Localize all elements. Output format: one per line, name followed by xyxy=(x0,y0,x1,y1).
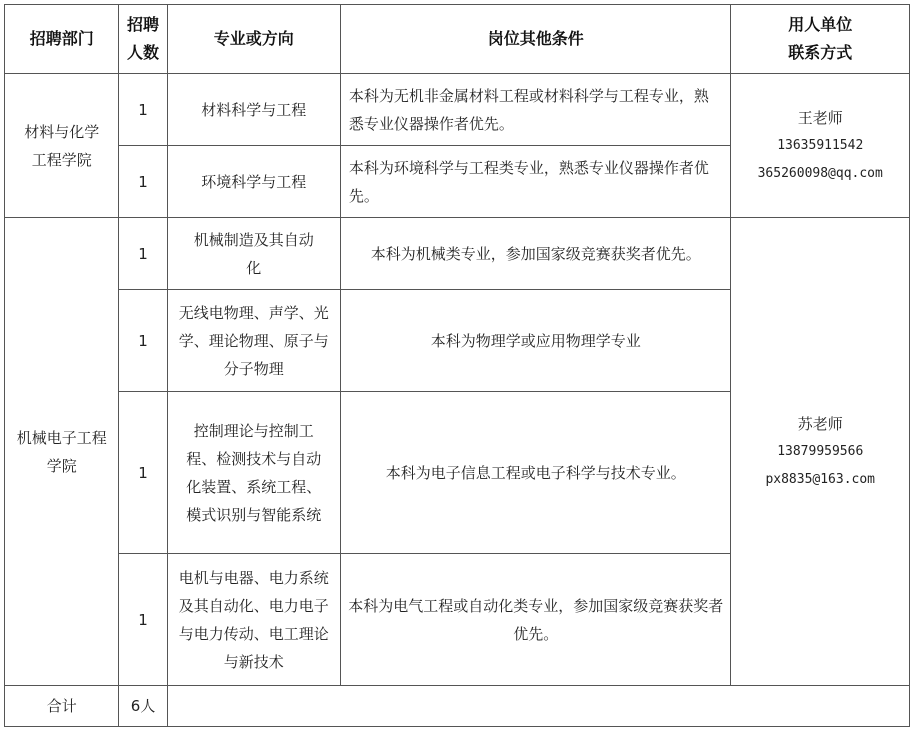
major-cell: 电机与电器、电力系统及其自动化、电力电子与电力传动、电工理论与新技术 xyxy=(167,554,340,686)
contact-phone: 13635911542 xyxy=(777,137,864,153)
header-cond: 岗位其他条件 xyxy=(340,5,731,74)
major-cell: 无线电物理、声学、光学、理论物理、原子与分子物理 xyxy=(167,290,340,392)
header-num-line1: 招聘 xyxy=(127,15,160,34)
cond-cell: 本科为电气工程或自动化类专业，参加国家级竞赛获奖者优先。 xyxy=(340,554,731,686)
table-header-row xyxy=(5,5,910,74)
major-cell: 环境科学与工程 xyxy=(167,146,340,218)
table-row xyxy=(5,218,910,290)
recruitment-table xyxy=(4,4,910,727)
header-contact-line1: 用人单位 xyxy=(788,15,853,34)
header-num xyxy=(119,5,167,74)
contact-name: 王老师 xyxy=(797,108,843,127)
header-contact xyxy=(731,5,910,74)
contact-cell xyxy=(731,218,910,686)
cond-cell: 本科为环境科学与工程类专业，熟悉专业仪器操作者优先。 xyxy=(340,146,731,218)
cond-cell: 本科为电子信息工程或电子科学与技术专业。 xyxy=(340,392,731,554)
contact-phone: 13879959566 xyxy=(777,443,864,459)
dept-cell: 机械电子工程学院 xyxy=(5,218,119,686)
header-num-line2: 人数 xyxy=(127,43,160,62)
num-cell: 1 xyxy=(119,554,167,686)
cond-cell: 本科为机械类专业，参加国家级竞赛获奖者优先。 xyxy=(340,218,731,290)
total-label: 合计 xyxy=(5,686,119,727)
contact-email: 365260098@qq.com xyxy=(757,165,883,181)
num-cell: 1 xyxy=(119,290,167,392)
cond-cell: 本科为物理学或应用物理学专业 xyxy=(340,290,731,392)
dept-cell: 材料与化学工程学院 xyxy=(5,74,119,218)
total-value: 6人 xyxy=(119,686,167,727)
cond-cell: 本科为无机非金属材料工程或材料科学与工程专业，熟悉专业仪器操作者优先。 xyxy=(340,74,731,146)
num-cell: 1 xyxy=(119,74,167,146)
contact-email: px8835@163.com xyxy=(765,471,876,487)
total-empty-cell xyxy=(167,686,909,727)
contact-name: 苏老师 xyxy=(797,414,843,433)
header-major: 专业或方向 xyxy=(167,5,340,74)
header-dept: 招聘部门 xyxy=(5,5,119,74)
major-cell: 材料科学与工程 xyxy=(167,74,340,146)
total-row xyxy=(5,686,910,727)
major-cell: 控制理论与控制工程、检测技术与自动化装置、系统工程、模式识别与智能系统 xyxy=(167,392,340,554)
num-cell: 1 xyxy=(119,218,167,290)
header-contact-line2: 联系方式 xyxy=(788,43,853,62)
table-row xyxy=(5,74,910,146)
num-cell: 1 xyxy=(119,146,167,218)
num-cell: 1 xyxy=(119,392,167,554)
contact-cell xyxy=(731,74,910,218)
major-cell: 机械制造及其自动化 xyxy=(167,218,340,290)
